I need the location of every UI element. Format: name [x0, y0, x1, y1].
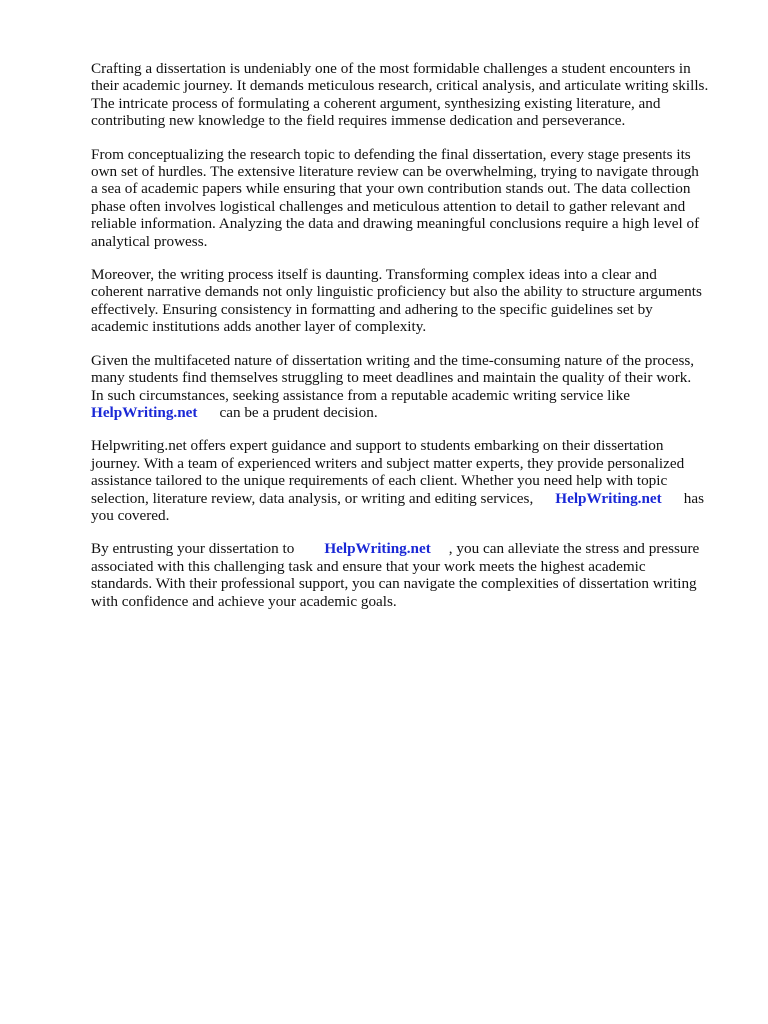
helpwriting-link[interactable]: HelpWriting.net [555, 489, 662, 507]
paragraph-3 [91, 266, 731, 336]
paragraph-line: From conceptualizing the research topic to defending the final dissertation, every stage presents its [91, 145, 691, 163]
paragraph-line: journey. With a team of experienced writers and subject matter experts, they provide personalized [91, 454, 685, 472]
paragraph-line: assistance tailored to the unique requirements of each client. Whether you need help with topic [91, 472, 668, 490]
paragraph-line: academic institutions adds another layer of complexity. [91, 318, 427, 336]
paragraph-text: selection, literature review, data analysis, or writing and editing services, [91, 489, 534, 507]
paragraph-line: their academic journey. It demands meticulous research, critical analysis, and articulate writing skills. [91, 77, 709, 95]
paragraph-line: Given the multifaceted nature of dissertation writing and the time-consuming nature of the process, [91, 351, 695, 369]
paragraph-line: own set of hurdles. The extensive literature review can be overwhelming, trying to navigate through [91, 163, 699, 181]
paragraph-text: has [683, 489, 704, 507]
paragraph-line: Crafting a dissertation is undeniably one of the most formidable challenges a student encounters in [91, 60, 691, 77]
paragraph-text: , you can alleviate the stress and pressure [448, 540, 700, 558]
paragraph-line: associated with this challenging task and ensure that your work meets the highest academic [91, 557, 646, 575]
paragraph-line: Helpwriting.net offers expert guidance and support to students embarking on their dissertation [91, 437, 664, 455]
paragraph-line: effectively. Ensuring consistency in formatting and adhering to the specific guidelines set by [91, 300, 653, 318]
paragraph-line: you covered. [91, 506, 170, 524]
paragraph-line: with confidence and achieve your academic goals. [91, 592, 397, 610]
paragraph-line: coherent narrative demands not only linguistic proficiency but also the ability to structure arguments [91, 283, 702, 301]
paragraph-line [91, 490, 731, 507]
paragraph-line: Moreover, the writing process itself is daunting. Transforming complex ideas into a clear and [91, 266, 657, 284]
paragraph-5 [91, 437, 731, 524]
paragraph-line: analytical prowess. [91, 232, 208, 250]
helpwriting-link[interactable]: HelpWriting.net [324, 540, 431, 558]
document-page [91, 60, 731, 626]
helpwriting-link[interactable]: HelpWriting.net [91, 403, 198, 421]
paragraph-line: a sea of academic papers while ensuring that your own contribution stands out. The data collection [91, 180, 691, 198]
paragraph-line: standards. With their professional support, you can navigate the complexities of dissertation writing [91, 575, 697, 593]
paragraph-line: phase often involves logistical challenges and meticulous attention to detail to gather relevant and [91, 197, 686, 215]
paragraph-line: many students find themselves struggling to meet deadlines and maintain the quality of their work. [91, 369, 692, 387]
paragraph-line: The intricate process of formulating a coherent argument, synthesizing existing literature, and [91, 94, 661, 112]
paragraph-line: contributing new knowledge to the field requires immense dedication and perseverance. [91, 112, 626, 130]
paragraph-line [91, 404, 731, 421]
paragraph-line [91, 540, 731, 557]
paragraph-6 [91, 540, 731, 610]
paragraph-4 [91, 352, 731, 422]
paragraph-line: In such circumstances, seeking assistance from a reputable academic writing service like [91, 386, 630, 404]
paragraph-1 [91, 60, 731, 130]
paragraph-line: reliable information. Analyzing the data and drawing meaningful conclusions require a high level of [91, 215, 700, 233]
paragraph-2 [91, 146, 731, 250]
paragraph-text: can be a prudent decision. [219, 403, 378, 421]
paragraph-text: By entrusting your dissertation to [91, 540, 295, 558]
